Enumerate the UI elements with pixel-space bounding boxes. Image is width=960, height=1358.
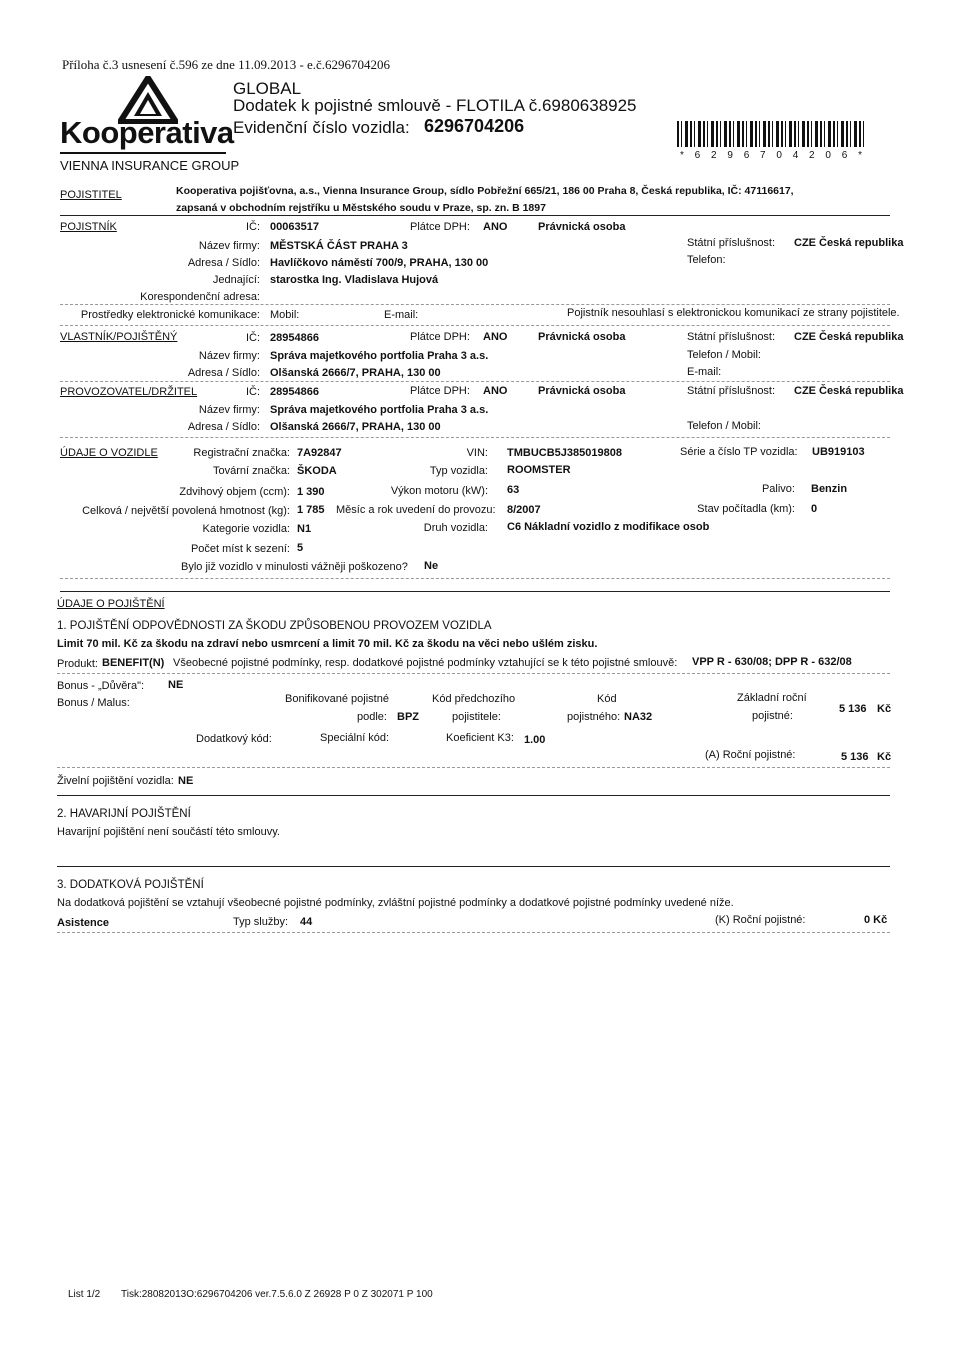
insurer-line-1: Kooperativa pojišťovna, a.s., Vienna Insurance Group, sídlo Pobřežní 665/21, 186 00 Praha 8, Česká republika, IČ: 47116617,	[176, 185, 794, 197]
nationality-label: Státní příslušnost:	[687, 237, 776, 249]
registration-label: Registrační značka:	[193, 447, 290, 459]
seats-label: Počet míst k sezení:	[190, 543, 290, 555]
owner-name: Správa majetkového portfolia Praha 3 a.s.	[270, 350, 489, 362]
vehicle-make: ŠKODA	[297, 465, 337, 477]
insurance-heading: ÚDAJE O POJIŠTĚNÍ	[57, 598, 165, 610]
address-label: Adresa / Sídlo:	[187, 257, 260, 269]
engine-power: 63	[507, 484, 520, 496]
first-registration-label: Měsíc a rok uvedení do provozu:	[336, 504, 496, 516]
mobile-label: Mobil:	[270, 309, 300, 321]
ccm-label: Zdvihový objem (ccm):	[179, 486, 290, 498]
premium-code: NA32	[624, 711, 653, 723]
owner-heading: VLASTNÍK/POJIŠTĚNÝ	[60, 331, 178, 343]
vat-label: Plátce DPH:	[410, 385, 470, 397]
vehicle-category: N1	[297, 523, 312, 535]
operator-address: Olšanská 2666/7, PRAHA, 130 00	[270, 421, 441, 433]
product-label: Produkt:	[57, 658, 98, 670]
premium-code-label: Kód	[597, 693, 617, 705]
operator-name: Správa majetkového portfolia Praha 3 a.s.	[270, 404, 489, 416]
damage-label: Bylo již vozidlo v minulosti vážněji poškozeno?	[181, 561, 408, 573]
bonif-value: BPZ	[397, 711, 419, 723]
dashed-divider	[57, 767, 890, 768]
premium-code-label-2: pojistného:	[567, 711, 621, 723]
category-label: Kategorie vozidla:	[202, 523, 290, 535]
k3-value: 1.00	[524, 734, 546, 746]
vehicle-number-label: Evidenční číslo vozidla:	[233, 118, 410, 137]
natural-insurance: NE	[178, 775, 194, 787]
dashed-divider	[60, 325, 890, 326]
malus-label: Bonus / Malus:	[57, 697, 130, 709]
ic-label: IČ:	[245, 221, 260, 233]
bonif-podle-label: podle:	[357, 711, 387, 723]
section-1-limit: Limit 70 mil. Kč za škodu na zdraví nebo usmrcení a limit 70 mil. Kč za škodu na věci nebo ušlém zisku.	[57, 638, 598, 650]
fuel: Benzin	[811, 483, 848, 495]
dashed-divider	[60, 304, 890, 305]
model-label: Typ vozidla:	[429, 465, 488, 477]
representative-label: Jednající:	[212, 274, 260, 286]
annual-premium: 5 136	[841, 751, 869, 763]
odometer: 0	[811, 503, 818, 515]
address-label: Adresa / Sídlo:	[187, 367, 260, 379]
registration-plate: 7A92847	[297, 447, 342, 459]
section-rule	[60, 215, 890, 216]
vehicle-heading: ÚDAJE O VOZIDLE	[60, 447, 158, 459]
section-3-title: 3. DODATKOVÁ POJIŠTĚNÍ	[57, 879, 204, 891]
ecomm-label: Prostředky elektronické komunikace:	[80, 309, 260, 321]
bonus-label: Bonus - „Důvěra":	[57, 680, 145, 692]
k-premium: 0 Kč	[864, 914, 888, 926]
assistance-label: Asistence	[57, 917, 109, 929]
kind-label: Druh vozidla:	[423, 522, 488, 534]
vehicle-kind: C6 Nákladní vozidlo z modifikace osob	[507, 521, 710, 533]
insurer-heading: POJISTITEL	[60, 189, 122, 201]
engine-volume: 1 390	[297, 486, 325, 498]
page-number: List 1/2	[68, 1289, 101, 1300]
policyholder-vat: ANO	[483, 221, 508, 233]
operator-heading: PROVOZOVATEL/DRŽITEL	[60, 386, 198, 398]
section-1-title: 1. POJIŠTĚNÍ ODPOVĚDNOSTI ZA ŠKODU ZPŮSOBENOU PROVOZEM VOZIDLA	[57, 620, 492, 632]
policyholder-heading: POJISTNÍK	[60, 221, 117, 233]
operator-vat: ANO	[483, 385, 508, 397]
previous-insurer-label: Kód předchozího	[432, 693, 516, 705]
section-rule	[60, 591, 890, 592]
vat-label: Plátce DPH:	[410, 221, 470, 233]
dashed-divider	[57, 673, 890, 674]
owner-nationality: CZE Česká republika	[794, 331, 904, 343]
operator-type: Právnická osoba	[538, 385, 626, 397]
policyholder-address: Havlíčkovo náměstí 700/9, PRAHA, 130 00	[270, 257, 489, 269]
policyholder-representative: starostka Ing. Vladislava Hujová	[270, 274, 439, 286]
policyholder-type: Právnická osoba	[538, 221, 626, 233]
previous-insurer-label-2: pojistitele:	[452, 711, 501, 723]
annual-currency: Kč	[877, 751, 892, 763]
damage-answer: Ne	[424, 560, 439, 572]
power-label: Výkon motoru (kW):	[390, 485, 488, 497]
nationality-label: Státní příslušnost:	[687, 385, 776, 397]
owner-ic: 28954866	[270, 332, 319, 344]
phone-label: Telefon / Mobil:	[687, 420, 761, 432]
print-code: Tisk:28082013O:6296704206 ver.7.5.6.0 Z 26928 P 0 Z 302071 P 100	[121, 1289, 433, 1300]
weight-label: Celková / největší povolená hmotnost (kg):	[82, 505, 290, 517]
policyholder-ic: 00063517	[270, 221, 319, 233]
bonif-label: Bonifikované pojistné	[285, 693, 389, 705]
dashed-divider	[60, 578, 890, 579]
dashed-divider	[57, 932, 890, 933]
policyholder-name: MĚSTSKÁ ČÁST PRAHA 3	[270, 240, 408, 252]
logo-name: Kooperativa	[60, 115, 234, 150]
service-type-label: Typ služby:	[233, 916, 289, 928]
tp-number: UB919103	[812, 446, 865, 458]
name-label: Název firmy:	[198, 350, 260, 362]
base-premium-label: Základní roční	[737, 692, 807, 704]
tp-label: Série a číslo TP vozidla:	[680, 446, 798, 458]
base-premium-label-2: pojistné:	[752, 710, 793, 722]
document-title: Dodatek k pojistné smlouvě - FLOTILA č.6980638925	[233, 96, 637, 115]
name-label: Název firmy:	[198, 404, 260, 416]
vehicle-model: ROOMSTER	[507, 464, 571, 476]
vehicle-weight: 1 785	[297, 504, 325, 516]
operator-nationality: CZE Česká republika	[794, 385, 904, 397]
service-type: 44	[300, 916, 313, 928]
phone-label: Telefon:	[687, 254, 726, 266]
section-rule	[57, 866, 890, 867]
base-premium: 5 136	[839, 703, 867, 715]
email-label: E-mail:	[384, 309, 419, 321]
dashed-divider	[60, 437, 890, 438]
bonus-value: NE	[168, 679, 184, 691]
annual-premium-label: (A) Roční pojistné:	[705, 749, 796, 761]
product-text: Všeobecné pojistné podmínky, resp. dodatkové pojistné podmínky vztahující se k této pojistné smlouvě:	[173, 657, 678, 669]
phone-label: Telefon / Mobil:	[687, 349, 761, 361]
k-premium-label: (K) Roční pojistné:	[715, 914, 806, 926]
vehicle-number: 6296704206	[424, 116, 525, 136]
ecomm-note: Pojistník nesouhlasí s elektronickou komunikací ze strany pojistitele.	[567, 307, 900, 319]
base-currency: Kč	[877, 703, 892, 715]
owner-vat: ANO	[483, 331, 508, 343]
special-code-label: Speciální kód:	[320, 732, 390, 744]
additional-code-label: Dodatkový kód:	[196, 733, 272, 745]
nationality-label: Státní příslušnost:	[687, 331, 776, 343]
email-label: E-mail:	[687, 366, 722, 378]
ic-label: IČ:	[245, 332, 260, 344]
section-2-title: 2. HAVARIJNÍ POJIŠTĚNÍ	[57, 808, 191, 820]
conditions: VPP R - 630/08; DPP R - 632/08	[692, 656, 852, 668]
product-name: BENEFIT(N)	[102, 657, 165, 669]
fuel-label: Palivo:	[761, 483, 795, 495]
annex-note: Příloha č.3 usnesení č.596 ze dne 11.09.2013 - e.č.6296704206	[62, 57, 391, 72]
ic-label: IČ:	[245, 386, 260, 398]
barcode-text: * 6 2 9 6 7 0 4 2 0 6 *	[680, 150, 866, 161]
make-label: Tovární značka:	[212, 465, 290, 477]
vin-label: VIN:	[466, 447, 488, 459]
owner-address: Olšanská 2666/7, PRAHA, 130 00	[270, 367, 441, 379]
address-label: Adresa / Sídlo:	[187, 421, 260, 433]
odometer-label: Stav počítadla (km):	[697, 503, 795, 515]
name-label: Název firmy:	[198, 240, 260, 252]
policyholder-nationality: CZE Česká republika	[794, 237, 904, 249]
natural-insurance-label: Živelní pojištění vozidla:	[57, 775, 174, 787]
dashed-divider	[60, 381, 890, 382]
correspondence-label: Korespondenční adresa:	[140, 291, 260, 303]
section-3-text: Na dodatková pojištění se vztahují všeobecné pojistné podmínky, zvláštní pojistné podmínky a dodatkové pojistné podmínky uvedené níže.	[57, 897, 734, 909]
operator-ic: 28954866	[270, 386, 319, 398]
product-title: GLOBAL	[233, 79, 302, 98]
first-registration: 8/2007	[507, 504, 541, 516]
section-2-text: Havarijní pojištění není součástí této smlouvy.	[57, 826, 280, 838]
barcode	[677, 121, 865, 147]
owner-type: Právnická osoba	[538, 331, 626, 343]
seats: 5	[297, 542, 304, 554]
logo-rule	[60, 152, 226, 154]
k3-label: Koeficient K3:	[446, 732, 514, 744]
vin: TMBUCB5J385019808	[507, 447, 622, 459]
logo-group: VIENNA INSURANCE GROUP	[60, 158, 240, 173]
section-rule	[57, 795, 890, 796]
insurer-line-2: zapsaná v obchodním rejstříku u Městského soudu v Praze, sp. zn. B 1897	[176, 202, 546, 214]
vat-label: Plátce DPH:	[410, 331, 470, 343]
